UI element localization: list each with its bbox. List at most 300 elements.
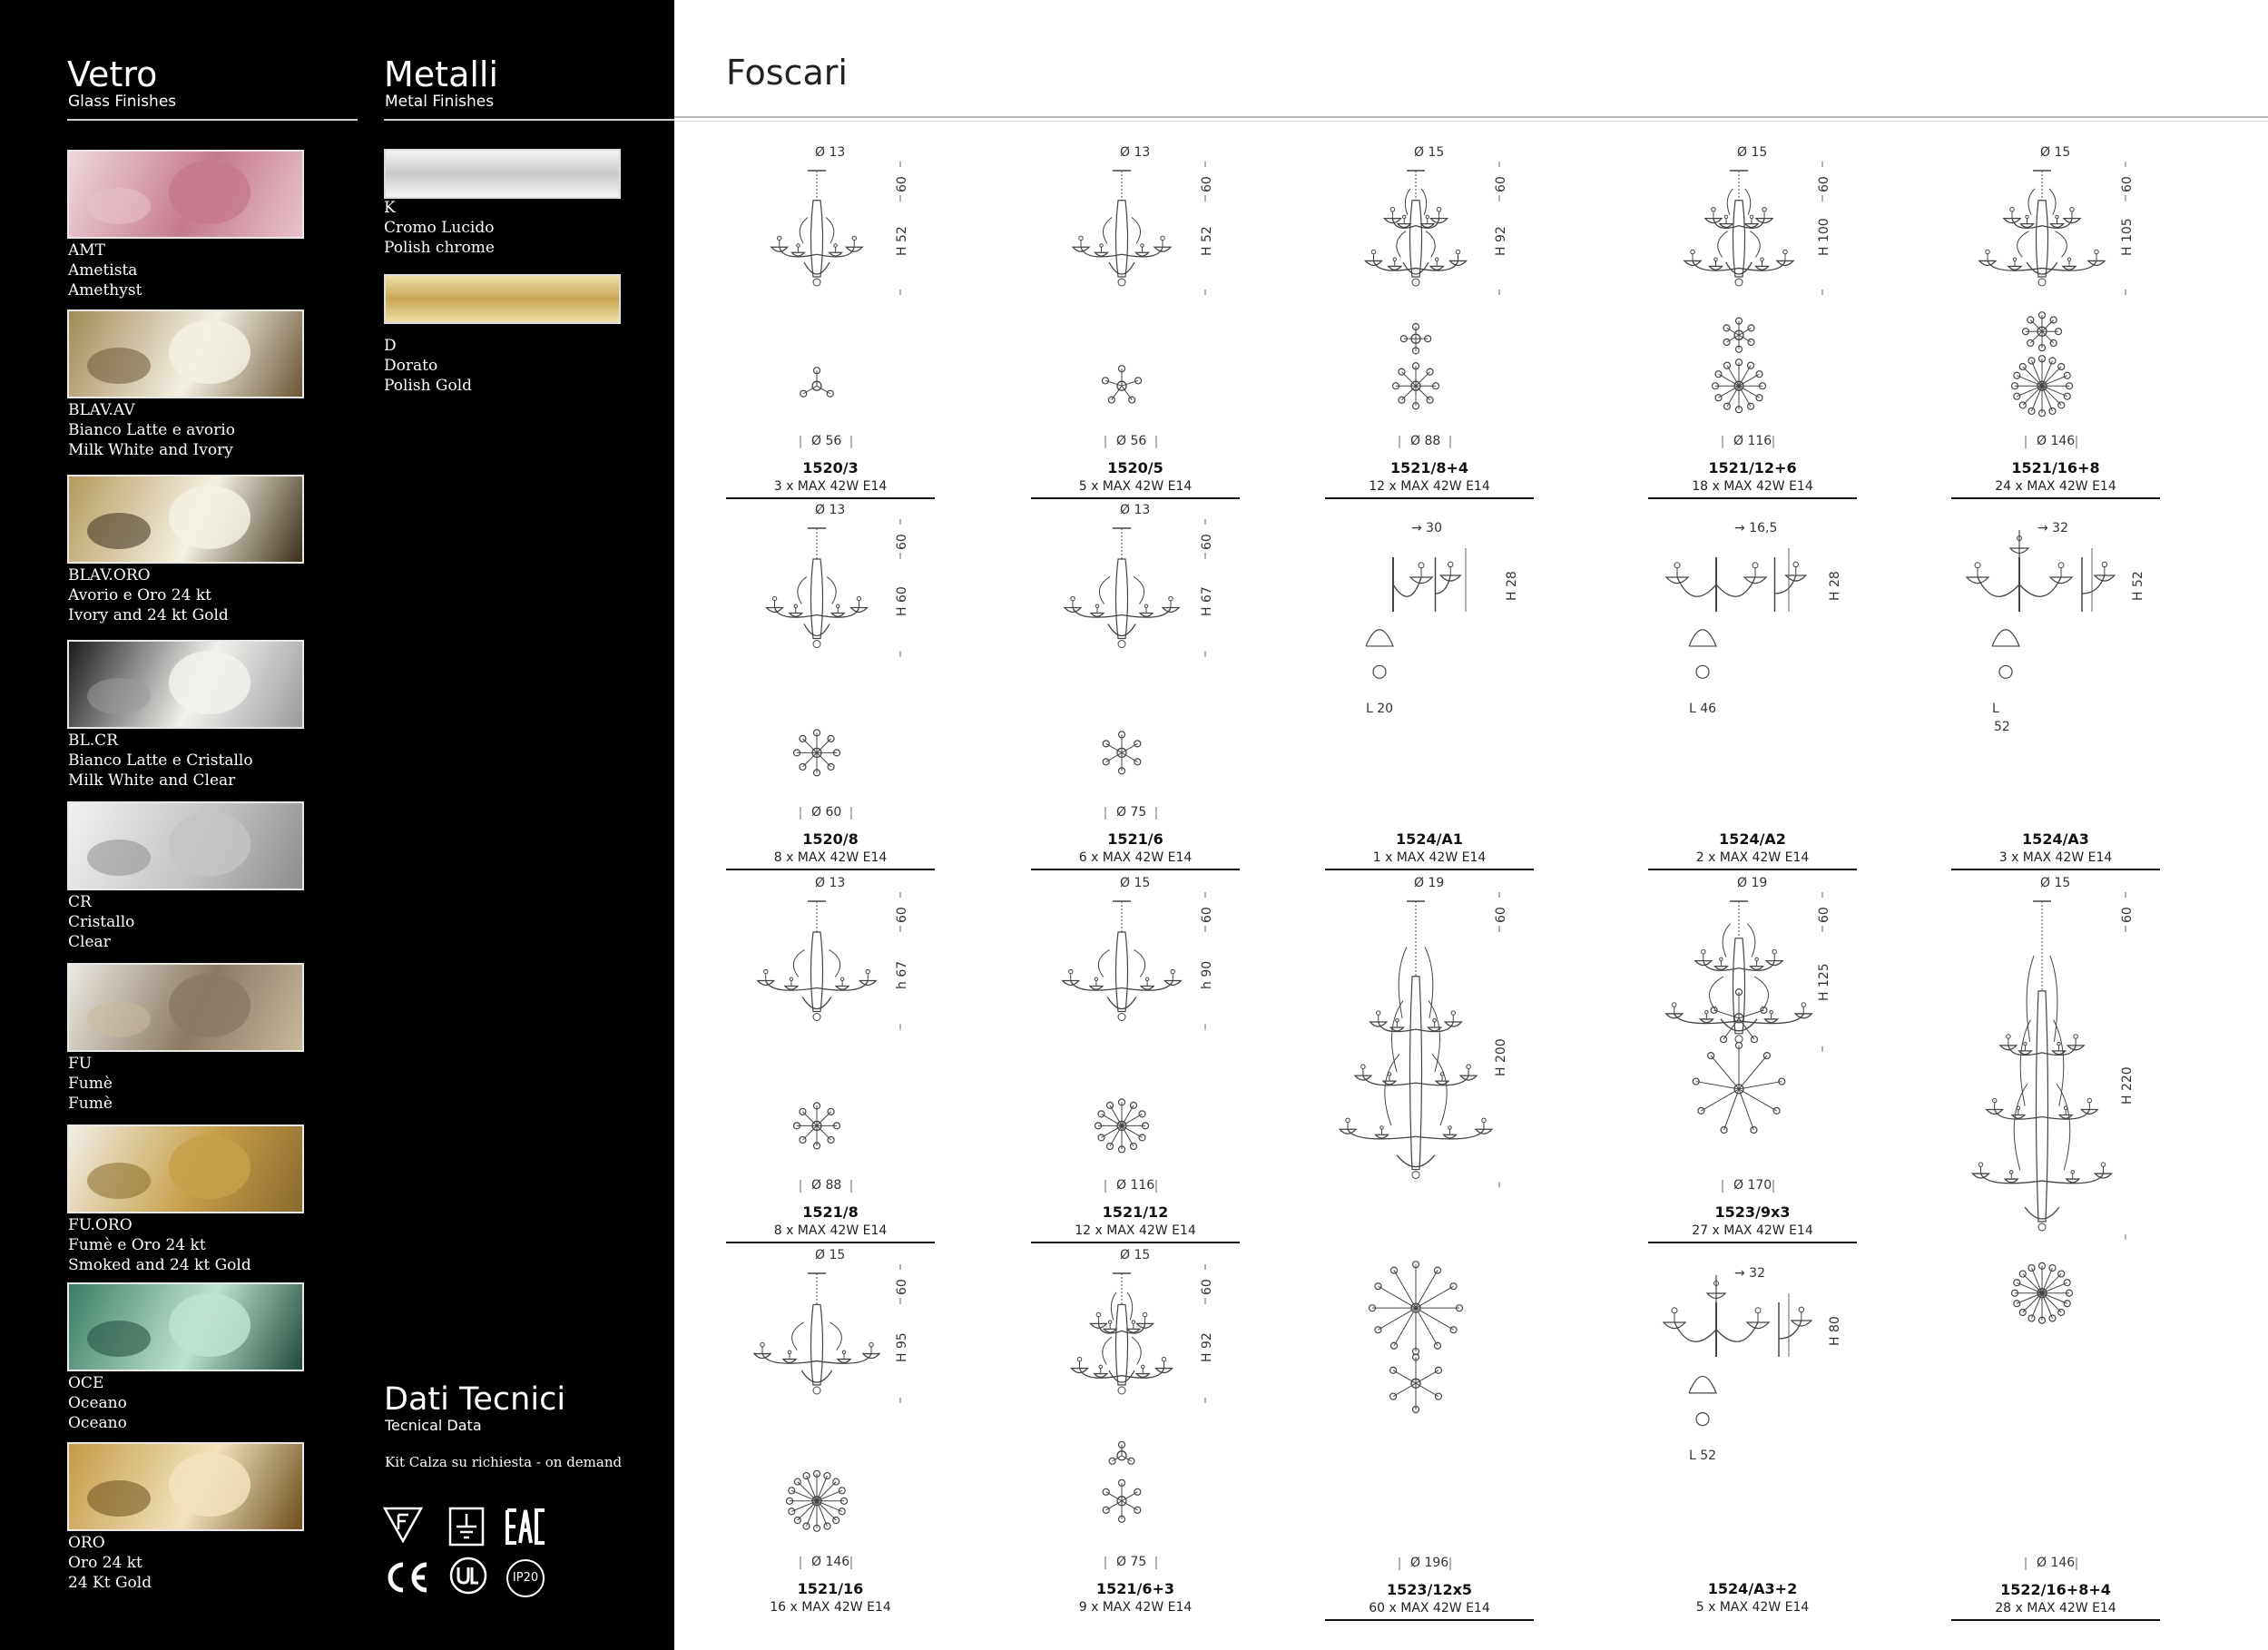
leaf-shape (2014, 1084, 2027, 1170)
metal-name-it: Cromo Lucido (384, 219, 495, 237)
glass-name-it: Avorio e Oro 24 kt (68, 586, 211, 604)
chain-height-label: 60 (1494, 907, 1508, 923)
chain-height-label: 60 (1200, 907, 1214, 923)
glass-code: FU (68, 1055, 93, 1073)
glass-name-en: Milk White and Ivory (68, 441, 233, 459)
plan-spoke (1739, 1056, 1767, 1089)
tech-data-title: Dati Tecnici (384, 1381, 566, 1418)
bulb-shape (1799, 1307, 1804, 1312)
product-code: 1521/16 (797, 1580, 864, 1597)
leaf-shape (2050, 956, 2057, 1042)
leaf-shape (2028, 189, 2035, 215)
bulb-shape (857, 596, 861, 601)
bowl-shape (1108, 624, 1135, 636)
bulb-shape (1141, 244, 1144, 248)
bulb-shape (761, 1342, 765, 1347)
bulb-shape (1753, 563, 1758, 568)
finial-shape (813, 1014, 820, 1021)
plan-spoke (1122, 386, 1132, 399)
product-divider (1951, 1619, 2160, 1621)
product-card (1648, 503, 1857, 870)
glass-name-it: Oro 24 kt (68, 1554, 142, 1572)
bulb-shape (1096, 1312, 1101, 1317)
bottom-diameter-label: Ø 116 (1116, 1178, 1155, 1193)
plan-spoke (817, 1501, 836, 1520)
plan-cup (1723, 325, 1730, 331)
leaf-shape (1426, 231, 1435, 258)
plan-spoke (798, 1501, 817, 1520)
product-divider (726, 1242, 935, 1243)
depth-label: → 16,5 (1734, 521, 1778, 535)
bulb-shape (852, 236, 857, 241)
leaf-shape (1405, 189, 1410, 215)
bulb-shape (1390, 208, 1395, 212)
bulb-shape (1095, 977, 1098, 981)
glass-name-en: 24 Kt Gold (68, 1574, 152, 1592)
bulb-shape (1361, 1065, 1366, 1069)
leaf-shape (800, 217, 808, 243)
plan-spoke (1739, 1089, 1777, 1111)
swatch-shape (169, 161, 250, 224)
top-diameter-label: Ø 13 (1120, 145, 1151, 160)
metal-code: K (384, 199, 396, 217)
cup-shape (2012, 1115, 2025, 1118)
product-code: 1522/16+8+4 (2000, 1581, 2111, 1598)
glass-finishes-title: Vetro (67, 54, 158, 94)
plan-spoke (1701, 1089, 1739, 1111)
leaf-shape (1718, 231, 1728, 258)
product-divider (726, 497, 935, 499)
bulb-shape (1451, 1011, 1456, 1016)
metal-name-en: Polish chrome (384, 239, 495, 257)
cup-shape (1720, 224, 1733, 228)
leaf-shape (1399, 947, 1407, 1018)
cup-shape (2067, 1179, 2079, 1183)
bulb-shape (2067, 258, 2071, 261)
finial-shape (2038, 1223, 2046, 1231)
plan-spoke (1416, 1370, 1438, 1383)
finial-shape (813, 641, 820, 648)
chain-height-label: 60 (895, 1279, 909, 1295)
product-spec: 16 x MAX 42W E14 (770, 1600, 891, 1615)
bulb-shape (2010, 1171, 2014, 1174)
arm-shape (1393, 577, 1421, 596)
leaf-shape (1397, 231, 1406, 258)
bulb-shape (1674, 563, 1680, 568)
bulb-shape (1142, 1365, 1145, 1369)
plan-cup (1391, 1342, 1398, 1349)
plan-cup (1698, 1107, 1704, 1114)
product-spec: 24 x MAX 42W E14 (1995, 479, 2116, 494)
cup-shape (1091, 613, 1104, 616)
leaf-shape (2018, 231, 2029, 258)
height-label: H 80 (1828, 1316, 1842, 1346)
height-label: H 100 (1817, 218, 1831, 257)
product-code: 1520/3 (802, 459, 859, 476)
bulb-shape (1724, 215, 1728, 219)
side-view-arm (2082, 575, 2105, 594)
leaf-shape (1745, 189, 1751, 215)
plan-cup (1999, 665, 2012, 678)
swatch-shape (87, 1321, 151, 1357)
bulb-shape (1793, 562, 1799, 567)
plan-spoke (2042, 319, 2054, 331)
cup-shape (1756, 266, 1769, 270)
cup-shape (1751, 967, 1763, 970)
leaf-shape (798, 576, 807, 604)
bulb-shape (834, 244, 838, 248)
product-code: 1520/8 (802, 830, 859, 848)
bulb-shape (1448, 562, 1453, 567)
leaf-shape (1127, 1292, 1133, 1320)
leaf-shape (827, 576, 836, 604)
product-card (1648, 1248, 1857, 1620)
bulb-shape (2058, 563, 2064, 568)
glass-swatch-blav-av (67, 309, 304, 398)
plan-spoke (2042, 331, 2054, 343)
bowl-shape (1397, 1155, 1435, 1167)
glass-name-en: Smoked and 24 kt Gold (68, 1256, 251, 1274)
glass-name-en: Clear (68, 933, 111, 951)
plan-cup (1134, 759, 1141, 765)
product-divider (1648, 497, 1857, 499)
width-value: 52 (1994, 719, 2010, 734)
plan-plate (1366, 630, 1393, 646)
plan-cup (1748, 339, 1754, 346)
bowl-shape (802, 997, 831, 1009)
cup-shape (1444, 1134, 1457, 1138)
product-divider (1951, 497, 2160, 499)
chain-height-label: 60 (895, 907, 909, 923)
glass-code: BLAV.AV (68, 401, 135, 419)
product-divider (1325, 1619, 1534, 1621)
cup-shape (831, 613, 844, 616)
cup-shape (1141, 986, 1154, 989)
product-code: 1524/A1 (1396, 830, 1463, 848)
product-spec: 3 x MAX 42W E14 (773, 479, 888, 494)
product-spec: 18 x MAX 42W E14 (1692, 479, 1813, 494)
plan-cup (1721, 1127, 1727, 1134)
bulb-shape (2102, 562, 2107, 567)
plan-cup (1450, 1283, 1457, 1290)
finial-shape (1118, 279, 1125, 286)
top-diameter-label: Ø 13 (815, 503, 846, 517)
plan-cup (1390, 1393, 1397, 1400)
bulb-shape (1702, 949, 1706, 954)
bulb-shape (1467, 1065, 1471, 1069)
leaf-shape (1111, 1292, 1116, 1320)
cup-shape (1127, 1329, 1140, 1332)
bottom-diameter-label: Ø 88 (1410, 434, 1441, 448)
swatch-shape (169, 1135, 250, 1199)
product-drawing (1648, 503, 1857, 870)
glass-name-en: Oceano (68, 1414, 127, 1432)
metal-name-it: Dorato (384, 357, 438, 375)
bottom-diameter-label: Ø 88 (811, 1178, 842, 1193)
height-label: H 52 (895, 226, 909, 257)
bulb-shape (1132, 1321, 1135, 1324)
chain-height-label: 60 (1200, 1279, 1214, 1295)
cup-shape (1376, 1134, 1389, 1138)
product-spec: 5 x MAX 42W E14 (1695, 1600, 1810, 1615)
bulb-shape (1079, 236, 1084, 241)
bulb-shape (788, 1350, 791, 1354)
product-spec: 1 x MAX 42W E14 (1372, 850, 1487, 865)
arm-shape (1674, 1322, 1716, 1341)
swatch-shape (87, 1163, 151, 1199)
cup-shape (1700, 1019, 1713, 1023)
bowl-shape (1109, 262, 1134, 274)
plan-spoke (1393, 1383, 1416, 1396)
plan-cup (1696, 1413, 1709, 1426)
series-title: Foscari (726, 53, 848, 93)
divider (384, 119, 674, 121)
bulb-shape (1402, 215, 1406, 219)
bottom-diameter-label: Ø 146 (811, 1555, 850, 1569)
bottom-diameter-label: Ø 170 (1733, 1178, 1772, 1193)
top-diameter-label: Ø 19 (1414, 876, 1445, 890)
leaf-shape (1727, 189, 1733, 215)
leaf-shape (826, 217, 834, 243)
bulb-shape (1433, 1019, 1437, 1023)
bulb-shape (2024, 1042, 2027, 1046)
height-label: H 92 (1494, 226, 1508, 257)
plan-spoke (1696, 1082, 1739, 1089)
depth-label: → 30 (1411, 521, 1442, 535)
height-label: H 28 (1505, 571, 1519, 601)
tech-data-note: Kit Calza su richiesta - on demand (385, 1454, 623, 1470)
product-card (1951, 145, 2160, 499)
height-label: H 28 (1828, 571, 1842, 601)
stem-shape (811, 559, 823, 638)
arm-shape (2019, 577, 2061, 596)
plan-cup (1427, 368, 1433, 375)
bulb-shape (837, 604, 840, 608)
cup-shape (836, 986, 849, 989)
bulb-shape (2101, 1163, 2106, 1167)
glass-swatch-amt (67, 150, 304, 239)
glass-name-it: Bianco Latte e Cristallo (68, 751, 253, 770)
ul-listed-icon (448, 1556, 488, 1596)
plan-cup (1134, 1488, 1141, 1495)
product-divider (726, 869, 935, 870)
plan-cup (1427, 397, 1433, 403)
product-drawing (1648, 1248, 1857, 1620)
plan-cup (1723, 339, 1730, 346)
cup-shape (1104, 1329, 1116, 1332)
product-card (1031, 1248, 1240, 1620)
metal-swatch-d (384, 274, 621, 324)
stem-shape (1116, 559, 1128, 638)
chain-height-label: 60 (2120, 176, 2135, 192)
glass-name-it: Fumè e Oro 24 kt (68, 1236, 206, 1254)
height-label: H 52 (1200, 226, 1214, 257)
product-code: 1521/6+3 (1095, 1580, 1175, 1597)
bulb-shape (2074, 1035, 2078, 1039)
product-card (1325, 876, 1534, 1621)
plan-spoke (1724, 1089, 1739, 1130)
swatch-shape (169, 651, 250, 714)
bulb-shape (1712, 208, 1716, 212)
leaf-shape (1099, 576, 1110, 604)
chain-height-label: 60 (1200, 534, 1214, 550)
glass-swatch-cr (67, 801, 304, 890)
cup-shape (2021, 224, 2034, 228)
leaf-shape (792, 1322, 804, 1350)
glass-code: BL.CR (68, 732, 118, 750)
top-diameter-label: Ø 13 (815, 145, 846, 160)
bulb-shape (1371, 250, 1376, 254)
product-code: 1523/12x5 (1386, 1581, 1473, 1598)
top-diameter-label: Ø 15 (1737, 145, 1768, 160)
class-f-icon (383, 1507, 423, 1543)
stem-shape (1116, 932, 1128, 1011)
plan-cup (1103, 1488, 1109, 1495)
glass-swatch-fu-oro (67, 1125, 304, 1213)
bulb-shape (1171, 969, 1175, 974)
bowl-shape (804, 262, 830, 274)
bulb-shape (1099, 1365, 1103, 1369)
cup-shape (1090, 986, 1103, 989)
bulb-shape (1975, 563, 1980, 568)
chain-height-label: 60 (2120, 907, 2135, 923)
swatch-shape (169, 1293, 250, 1357)
plan-spoke (2023, 386, 2042, 405)
glass-code: FU.ORO (68, 1216, 133, 1234)
top-diameter-label: Ø 15 (1414, 145, 1445, 160)
plan-spoke (1739, 1082, 1782, 1089)
swatch-shape (169, 974, 250, 1037)
bulb-shape (1346, 1118, 1350, 1123)
bulb-shape (1761, 258, 1764, 261)
plan-spoke (1394, 1271, 1416, 1309)
height-label: H 105 (2120, 218, 2135, 257)
bottom-diameter-label: Ø 75 (1116, 805, 1147, 820)
plan-spoke (1416, 1383, 1438, 1396)
leaf-shape (2027, 956, 2034, 1042)
height-label: H 220 (2120, 1066, 2135, 1105)
width-label: L (1992, 701, 1999, 716)
leaf-shape (1425, 947, 1433, 1018)
glass-swatch-blav-oro (67, 475, 304, 564)
product-code: 1521/8+4 (1389, 459, 1469, 476)
bulb-shape (1802, 1003, 1806, 1007)
bulb-shape (1161, 236, 1165, 241)
glass-name-en: Milk White and Clear (68, 771, 236, 790)
product-card (1951, 876, 2160, 1621)
bulb-shape (1100, 244, 1104, 248)
plan-cup (1109, 1458, 1115, 1464)
height-label: H 92 (1200, 1331, 1214, 1362)
plan-cup (1134, 741, 1141, 747)
product-drawing (1951, 876, 2160, 1621)
bulb-shape (790, 977, 793, 981)
height-label: H 52 (2131, 571, 2145, 601)
bulb-shape (1377, 1011, 1381, 1016)
bowl-shape (2025, 1207, 2059, 1219)
plan-cup (1773, 1107, 1780, 1114)
product-spec: 12 x MAX 42W E14 (1369, 479, 1490, 494)
plan-cup (800, 735, 806, 742)
arm-shape (1978, 577, 2019, 596)
bottom-diameter-label: Ø 56 (1116, 434, 1147, 448)
bulb-shape (1978, 1163, 1983, 1167)
plan-spoke (2030, 331, 2042, 343)
plan-spoke (2042, 386, 2061, 405)
bulb-shape (1393, 258, 1397, 261)
height-label: H 67 (1200, 586, 1214, 616)
width-label: L 52 (1689, 1449, 1717, 1464)
bulb-shape (840, 977, 844, 981)
leaf-shape (1710, 977, 1723, 1010)
bulb-shape (1145, 977, 1149, 981)
bottom-diameter-label: Ø 146 (2037, 1556, 2076, 1570)
glass-code: BLAV.ORO (68, 566, 151, 584)
plan-cup (1696, 665, 1709, 678)
product-code: 1521/6 (1107, 830, 1163, 848)
finial-shape (1118, 641, 1125, 648)
leaf-shape (1754, 977, 1768, 1010)
cup-shape (1714, 967, 1727, 970)
height-label: H 200 (1494, 1037, 1508, 1076)
leaf-shape (1432, 1054, 1447, 1125)
plan-cup (2027, 317, 2034, 323)
product-card (1648, 145, 1857, 499)
cup-shape (830, 252, 842, 256)
leaf-shape (1421, 189, 1427, 215)
product-spec: 28 x MAX 42W E14 (1995, 1601, 2116, 1616)
product-spec: 2 x MAX 42W E14 (1695, 850, 1810, 865)
cup-shape (1136, 252, 1149, 256)
finial-shape (2038, 279, 2046, 286)
plan-cup (828, 735, 834, 742)
plan-cup (2028, 1265, 2035, 1272)
earth-ground-icon (448, 1507, 485, 1547)
plan-cup (800, 1108, 806, 1115)
leaf-shape (1385, 1054, 1399, 1125)
cup-shape (838, 1360, 850, 1363)
bulb-shape (1482, 1118, 1487, 1123)
plan-cup (2050, 317, 2057, 323)
plan-cup (1748, 325, 1754, 331)
plan-cup (1108, 397, 1114, 403)
plan-cup (1373, 665, 1386, 678)
leaf-shape (830, 1322, 841, 1350)
glass-swatch-oro (67, 1442, 304, 1531)
cup-shape (783, 1360, 796, 1363)
height-label: H 95 (895, 1331, 909, 1362)
plan-cup (2049, 1265, 2056, 1272)
chain-height-label: 60 (1200, 176, 1214, 192)
bulb-shape (1419, 563, 1424, 568)
leaf-shape (2057, 1084, 2070, 1170)
finial-shape (1412, 1172, 1419, 1179)
product-spec: 8 x MAX 42W E14 (773, 850, 888, 865)
bulb-shape (1705, 1010, 1709, 1014)
depth-label: → 32 (1734, 1266, 1765, 1281)
finial-shape (1118, 1387, 1125, 1394)
product-divider (1031, 869, 1240, 870)
divider (67, 119, 358, 121)
product-code: 1524/A3+2 (1707, 1580, 1798, 1597)
top-diameter-label: Ø 13 (815, 876, 846, 890)
bulb-shape (1426, 215, 1429, 219)
finial-shape (1735, 279, 1743, 286)
header-rule (674, 121, 2268, 122)
finial-shape (1118, 1014, 1125, 1021)
product-spec: 8 x MAX 42W E14 (773, 1223, 888, 1238)
cup-shape (1421, 224, 1434, 228)
